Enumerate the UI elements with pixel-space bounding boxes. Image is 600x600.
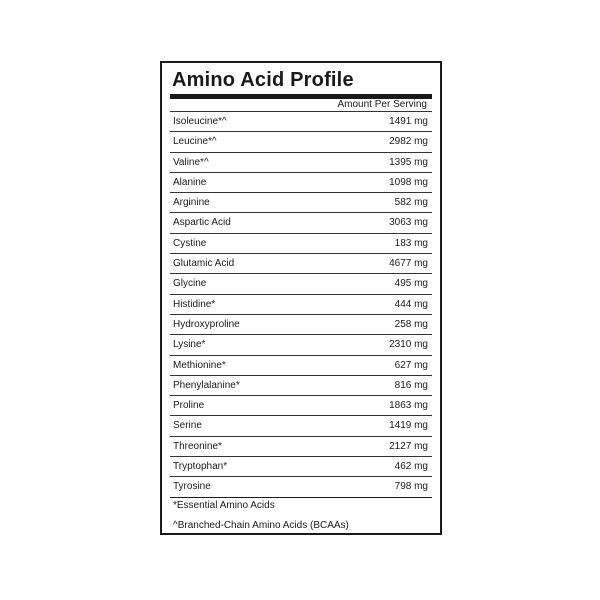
amino-acid-amount: 4677 mg [389,258,428,270]
amino-acid-row [170,334,432,354]
amino-acid-row [170,436,432,456]
bcaa-footnote: ^Branched-Chain Amino Acids (BCAAs) [173,520,349,531]
amino-acid-amount: 495 mg [394,278,428,290]
amino-acid-row [170,314,432,334]
amino-acid-name: Lysine* [173,339,206,351]
amino-acid-name: Leucine*^ [173,136,217,148]
amino-acid-row [170,456,432,476]
amino-acid-name: Tyrosine [173,481,211,493]
amino-acid-row [170,111,432,131]
amino-acid-name: Arginine [173,197,210,209]
amino-acid-amount: 1419 mg [389,420,428,432]
amino-acid-name: Phenylalanine* [173,379,240,391]
amino-acid-amount: 1098 mg [389,176,428,188]
amino-acid-row [170,253,432,273]
amount-column-header: Amount Per Serving [337,99,427,110]
amino-acid-name: Serine [173,420,202,432]
amino-acid-amount: 3063 mg [389,217,428,229]
amino-acid-row [170,395,432,415]
amino-acid-amount: 1395 mg [389,156,428,168]
amino-acid-name: Methionine* [173,359,226,371]
amino-acid-row [170,355,432,375]
amino-acid-amount: 2310 mg [389,339,428,351]
amino-acid-row [170,212,432,232]
amino-acid-row [170,415,432,435]
essential-footnote: *Essential Amino Acids [173,500,275,511]
amino-acid-row [170,375,432,395]
amino-acid-amount: 183 mg [394,237,428,249]
amino-acid-name: Glutamic Acid [173,258,235,270]
amino-acid-amount: 1491 mg [389,116,428,127]
amino-acid-list [170,111,432,498]
amino-acid-name: Hydroxyproline [173,318,240,330]
amino-acid-row [170,476,432,496]
amino-acid-name: Tryptophan* [173,461,228,473]
amino-acid-amount: 1863 mg [389,400,428,412]
amino-acid-name: Threonine* [173,440,222,452]
amino-acid-row [170,131,432,151]
amino-acid-row [170,233,432,253]
amino-acid-amount: 627 mg [394,359,428,371]
amino-acid-amount: 2982 mg [389,136,428,148]
panel-title: Amino Acid Profile [172,69,354,91]
amino-acid-name: Cystine [173,237,207,249]
amino-acid-name: Proline [173,400,205,412]
amino-acid-name: Histidine* [173,298,216,310]
amino-acid-name: Valine*^ [173,156,209,168]
amino-acid-name: Alanine [173,176,207,188]
amino-acid-amount: 258 mg [394,318,428,330]
amino-acid-profile-panel [160,61,442,535]
amino-acid-amount: 444 mg [394,298,428,310]
amino-acid-name: Glycine [173,278,207,290]
amino-acid-row [170,273,432,293]
amino-acid-amount: 816 mg [394,379,428,391]
amino-acid-amount: 798 mg [394,481,428,493]
amino-acid-row [170,294,432,314]
amino-acid-row [170,172,432,192]
amino-acid-amount: 2127 mg [389,440,428,452]
table-bottom-rule [170,497,432,498]
amino-acid-name: Aspartic Acid [173,217,231,229]
amino-acid-amount: 462 mg [394,461,428,473]
amino-acid-name: Isoleucine*^ [173,116,227,127]
amino-acid-row [170,192,432,212]
amino-acid-amount: 582 mg [394,197,428,209]
amino-acid-row [170,152,432,172]
